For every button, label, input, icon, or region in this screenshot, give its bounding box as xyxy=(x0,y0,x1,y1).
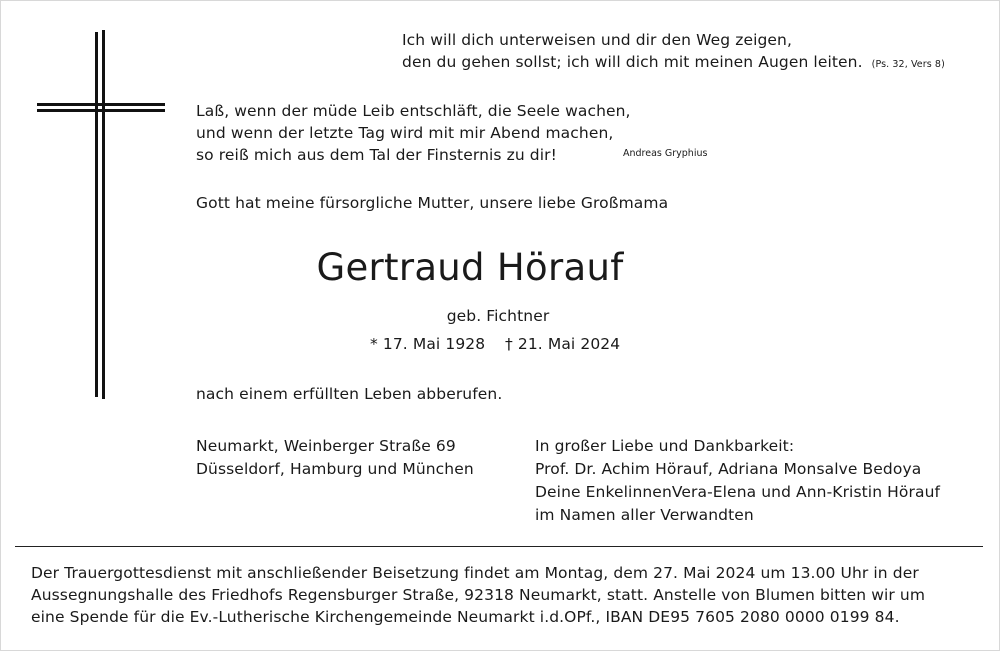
poem-line-1: Laß, wenn der müde Leib entschläft, die Seele wachen, xyxy=(196,102,631,120)
deceased-name: Gertraud Hörauf xyxy=(316,246,624,289)
birth-name: geb. Fichtner xyxy=(446,307,550,325)
birth-date: * 17. Mai 1928 xyxy=(370,335,486,353)
psalm-line-2 xyxy=(402,51,945,76)
outro-text: nach einem erfüllten Leben abberufen. xyxy=(196,385,503,403)
mourners-line-3: Deine EnkelinnenVera-Elena und Ann-Kristin Hörauf xyxy=(535,483,941,501)
place-line-2: Düsseldorf, Hamburg und München xyxy=(196,460,474,478)
poem-line-2: und wenn der letzte Tag wird mit mir Abend machen, xyxy=(196,124,614,142)
death-date: † 21. Mai 2024 xyxy=(505,335,621,353)
divider xyxy=(15,546,983,547)
mourners-line-4: im Namen aller Verwandten xyxy=(535,506,754,524)
service-line-2: Aussegnungshalle des Friedhofs Regensburger Straße, 92318 Neumarkt, statt. Anstelle von Blumen bitten wir um xyxy=(31,586,926,604)
psalm-line-1: Ich will dich unterweisen und dir den Weg zeigen, xyxy=(402,31,793,49)
poem-line-3: so reiß mich aus dem Tal der Finsternis zu dir! xyxy=(196,146,557,164)
mourners-line-2: Prof. Dr. Achim Hörauf, Adriana Monsalve Bedoya xyxy=(535,460,922,478)
poem-author: Andreas Gryphius xyxy=(623,148,708,159)
mourners-line-1: In großer Liebe und Dankbarkeit: xyxy=(535,437,795,455)
place-line-1: Neumarkt, Weinberger Straße 69 xyxy=(196,437,456,455)
service-line-3: eine Spende für die Ev.-Lutherische Kirchengemeinde Neumarkt i.d.OPf., IBAN DE95 7605 2080 0000 0199 84. xyxy=(31,608,900,626)
psalm-source: (Ps. 32, Vers 8) xyxy=(871,59,945,70)
psalm-line-2-text: den du gehen sollst; ich will dich mit meinen Augen leiten. xyxy=(402,53,863,71)
service-line-1: Der Trauergottesdienst mit anschließender Beisetzung findet am Montag, dem 27. Mai 2024 um 13.00 Uhr in der xyxy=(31,564,919,582)
intro-text: Gott hat meine fürsorgliche Mutter, unsere liebe Großmama xyxy=(196,194,669,212)
